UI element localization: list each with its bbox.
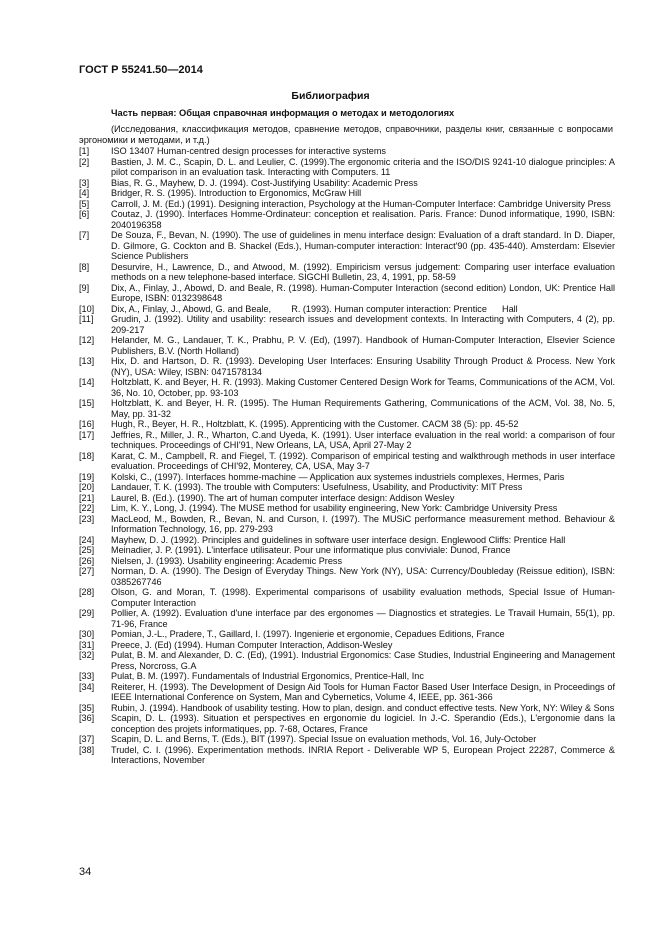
- reference-number: [7]: [79, 230, 90, 240]
- reference-item: [79, 566, 615, 587]
- reference-number: [5]: [79, 198, 90, 209]
- reference-number: [36]: [79, 713, 95, 723]
- section-title: Библиография: [291, 90, 370, 102]
- reference-item: [79, 157, 615, 178]
- reference-text: Trudel, C. I. (1996). Experimentation methods. INRIA Report - Deliverable WP 5, European Project 22287, Commerce & Interactions, November: [111, 744, 615, 765]
- reference-item: [79, 503, 615, 514]
- reference-number: [28]: [79, 587, 95, 597]
- reference-text: Dix, A., Finlay, J., Abowd, G. and Beale, R. (1993). Human computer interaction: Prentice Hall: [111, 303, 518, 314]
- reference-text: Grudin, J. (1992). Utility and usability: research issues and development contexts. In Interacting with Computers, 4 (2), pp. 209-217: [111, 314, 615, 335]
- reference-number: [26]: [79, 555, 95, 566]
- reference-item: [79, 587, 615, 608]
- reference-number: [4]: [79, 188, 90, 198]
- document-header: ГОСТ Р 55241.50—2014: [79, 64, 203, 76]
- reference-number: [9]: [79, 282, 90, 293]
- reference-item: [79, 650, 615, 671]
- reference-text: Dix, A., Finlay, J., Abowd, D. and Beale, R. (1998). Human-Computer Interaction (second edition) London, UK: Prentice Hall Europe, ISBN: 0132398648: [111, 282, 615, 303]
- reference-number: [37]: [79, 734, 95, 744]
- reference-item: [79, 199, 615, 210]
- reference-number: [34]: [79, 681, 95, 692]
- reference-text: Holtzblatt, K. and Beyer, H. R. (1995). The Human Requirements Gathering, Communications of the ACM, Vol. 38, No. 5, May, pp. 31-32: [111, 398, 615, 419]
- reference-item: [79, 283, 615, 304]
- reference-text: Desurvire, H., Lawrence, D., and Atwood, M. (1992). Empiricism versus judgement: Comparing user interface evaluation methods on a new telephone-based interface. SIGCHI Bulletin, 23, 4, 1991, pp. 58-59: [111, 261, 615, 282]
- reference-text: Pomian, J.-L., Pradere, T., Gaillard, I. (1997). Ingenierie et ergonomie, Cepadues Editions, France: [111, 629, 505, 639]
- reference-item: [79, 335, 615, 356]
- reference-item: [79, 430, 615, 451]
- reference-item: [79, 146, 615, 157]
- reference-item: [79, 713, 615, 734]
- reference-number: [16]: [79, 419, 95, 429]
- reference-item: [79, 482, 615, 493]
- reference-item: [79, 304, 615, 315]
- reference-item: [79, 640, 615, 651]
- reference-text: Rubin, J. (1994). Handbook of usability testing. How to plan, design. and conduct effective tests. New York, NY: Wiley & Sons: [111, 702, 615, 713]
- reference-item: [79, 682, 615, 703]
- reference-number: [38]: [79, 744, 95, 755]
- reference-text: Mayhew, D. J. (1992). Principles and guidelines in software user interface design. Englewood Cliffs: Prentice Hall: [111, 534, 566, 545]
- reference-number: [32]: [79, 650, 95, 660]
- reference-text: Lim, K. Y., Long, J. (1994). The MUSE method for usability engineering, New York: Cambridge University Press: [111, 503, 558, 513]
- reference-item: [79, 671, 615, 682]
- reference-number: [18]: [79, 450, 95, 461]
- reference-item: [79, 314, 615, 335]
- reference-number: [23]: [79, 513, 95, 524]
- reference-item: [79, 703, 615, 714]
- reference-text: Laurel, B. (Ed.). (1990). The art of human computer interface design: Addison Wesley: [111, 492, 455, 503]
- reference-text: Olson, G. and Moran, T. (1998). Experimental comparisons of usability evaluation methods, Special Issue of Human-Computer Interaction: [111, 587, 615, 608]
- reference-text: Scapin, D. L. (1993). Situation et perspectives en ergonomie du logiciel. In J.-C. Sperandio (Eds.), L'ergonomie dans la conception des projets informatiques, pp. 7-68, Octares, France: [111, 713, 615, 734]
- reference-number: [12]: [79, 335, 95, 345]
- reference-number: [13]: [79, 356, 95, 366]
- reference-item: [79, 535, 615, 546]
- reference-number: [19]: [79, 471, 95, 482]
- part-title: Часть первая: Общая справочная информация о методах и методологиях: [111, 108, 455, 118]
- reference-item: [79, 472, 615, 483]
- reference-text: Jeffries, R., Miller, J. R., Wharton, C.and Uyeda, K. (1991). User interface evaluation in the real world: a comparison of four techniques. Proceedings of CHI'91, New Orleans, LA, USA, April 27-May 2: [111, 429, 615, 450]
- reference-text: Reiterer, H. (1993). The Development of Design Aid Tools for Human Factor Based User Interface Design, in Proceedings of IEEE International Conference on System, Man and Cybernetics, Volume 4, IEEE, pp. 361-366: [111, 681, 615, 702]
- reference-text: Hugh, R., Beyer, H. R., Holtzblatt, K. (1995). Apprenticing with the Customer. CACM 38 (5): pp. 45-52: [111, 419, 519, 429]
- reference-number: [11]: [79, 314, 94, 324]
- reference-number: [2]: [79, 156, 90, 167]
- reference-item: [79, 514, 615, 535]
- reference-number: [6]: [79, 209, 90, 219]
- reference-text: Norman, D. A. (1990). The Design of Everyday Things. New York (NY), USA: Currency/Doubleday (Reissue edition), ISBN: 0385267746: [111, 566, 615, 587]
- reference-number: [31]: [79, 639, 95, 650]
- reference-item: [79, 377, 615, 398]
- intro-paragraph: (Исследования, классификация методов, сравнение методов, справочники, разделы книг, связанные с вопросами эргономики и методами, и т.д.): [79, 124, 613, 145]
- reference-text: Pulat, B. M. and Alexander, D. C. (Ed), (1991). Industrial Ergonomics: Case Studies, Industrial Engineering and Management Press, Norcross, G.A: [111, 650, 615, 671]
- reference-number: [33]: [79, 671, 95, 681]
- reference-item: [79, 188, 615, 199]
- reference-number: [10]: [79, 303, 95, 314]
- reference-number: [30]: [79, 629, 95, 639]
- reference-item: [79, 629, 615, 640]
- reference-text: Preece, J. (Ed) (1994). Human Computer Interaction, Addison-Wesley: [111, 639, 393, 650]
- reference-number: [21]: [79, 492, 95, 503]
- reference-text: ISO 13407 Human-centred design processes for interactive systems: [111, 146, 386, 156]
- reference-text: Kolski, C., (1997). Interfaces homme-machine — Application aux systemes industriels complexes, Hermes, Paris: [111, 471, 565, 482]
- reference-item: [79, 398, 615, 419]
- reference-item: [79, 262, 615, 283]
- reference-item: [79, 178, 615, 189]
- reference-text: Holtzblatt, K. and Beyer, H. R. (1993). Making Customer Centered Design Work for Teams, Communications of the ACM, Vol. 36, No. 10, October, pp. 93-103: [111, 377, 615, 398]
- reference-number: [3]: [79, 177, 90, 188]
- reference-text: Hix, D. and Hartson, D. R. (1993). Developing User Interfaces: Ensuring Usability Through Product & Process. New York (NY), USA: Wiley, ISBN: 0471578134: [111, 356, 615, 377]
- reference-item: [79, 451, 615, 472]
- reference-text: De Souza, F., Bevan, N. (1990). The use of guidelines in menu interface design: Evaluation of a draft standard. In D. Diaper, D. Gilmore, G. Cockton and B. Shackel (Eds.), Human-computer interaction: Interact'90 (pp. 435-440). Amsterdam: Elsevier Science Publishers: [111, 230, 615, 261]
- reference-number: [22]: [79, 503, 95, 513]
- reference-text: Meinadier, J. P. (1991). L'interface utilisateur. Pour une informatique plus conviviale: Dunod, France: [111, 545, 511, 555]
- reference-text: Bastien, J. M. C., Scapin, D. L. and Leulier, C. (1999).The ergonomic criteria and the ISO/DIS 9241-10 dialogue principles: A pilot comparison in an evaluation task. Interacting with Computers. 11: [111, 156, 615, 177]
- reference-text: Scapin, D. L. and Berns, T. (Eds.), BIT (1997). Special Issue on evaluation methods, Vol. 16, July-October: [111, 734, 537, 744]
- reference-item: [79, 493, 615, 504]
- reference-text: Helander, M. G., Landauer, T. K., Prabhu, P. V. (Ed), (1997). Handbook of Human-Computer Interaction, Elsevier Science Publishers, B.V. (North Holland): [111, 335, 615, 356]
- reference-item: [79, 734, 615, 745]
- reference-text: Karat, C. M., Campbell, R. and Fiegel, T. (1992). Comparison of empirical testing and walkthrough methods in user interface evaluation. Proceedings of CHI'92, Monterey, CA, USA, May 3-7: [111, 450, 615, 471]
- reference-number: [14]: [79, 377, 95, 387]
- reference-item: [79, 556, 615, 567]
- reference-item: [79, 209, 615, 230]
- reference-text: Pulat, B. M. (1997). Fundamentals of Industrial Ergonomics, Prentice-Hall, Inc: [111, 671, 424, 681]
- reference-number: [24]: [79, 534, 95, 545]
- reference-text: Coutaz, J. (1990). Interfaces Homme-Ordinateur: conception et realisation. Paris. France: Dunod informatique, 1990, ISBN: 2040196358: [111, 209, 615, 230]
- reference-number: [29]: [79, 608, 95, 618]
- reference-text: Landauer, T. K. (1993). The trouble with Computers: Usefulness, Usability, and Productivity: MIT Press: [111, 482, 523, 492]
- reference-item: [79, 419, 615, 430]
- reference-list: [79, 146, 615, 766]
- reference-text: Pollier, A. (1992). Evaluation d'une interface par des ergonomes — Diagnostics et strategies. Le Travail Humain, 55(1), pp. 71-96, France: [111, 608, 615, 629]
- reference-text: Bias, R. G., Mayhew, D. J. (1994). Cost-Justifying Usability: Academic Press: [111, 177, 418, 188]
- reference-number: [8]: [79, 261, 90, 272]
- reference-number: [27]: [79, 566, 95, 576]
- reference-text: Nielsen, J. (1993). Usability engineering: Academic Press: [111, 555, 342, 566]
- reference-text: MacLeod, M., Bowden, R., Bevan, N. and Curson, I. (1997). The MUSiC performance measurement method. Behaviour & Information Technology, 16, pp. 279-293: [111, 513, 615, 534]
- page-number: 34: [79, 866, 92, 878]
- reference-item: [79, 608, 615, 629]
- reference-item: [79, 356, 615, 377]
- reference-item: [79, 545, 615, 556]
- reference-text: Bridger, R. S. (1995). Introduction to Ergonomics, McGraw Hill: [111, 188, 362, 198]
- reference-item: [79, 745, 615, 766]
- reference-number: [35]: [79, 702, 95, 713]
- reference-number: [17]: [79, 429, 95, 440]
- reference-number: [25]: [79, 545, 95, 555]
- reference-number: [1]: [79, 146, 90, 156]
- reference-text: Carroll, J. M. (Ed.) (1991). Designing interaction, Psychology at the Human-Computer Interface: Cambridge University Press: [111, 198, 611, 209]
- reference-number: [15]: [79, 398, 95, 408]
- reference-number: [20]: [79, 482, 95, 492]
- reference-item: [79, 230, 615, 262]
